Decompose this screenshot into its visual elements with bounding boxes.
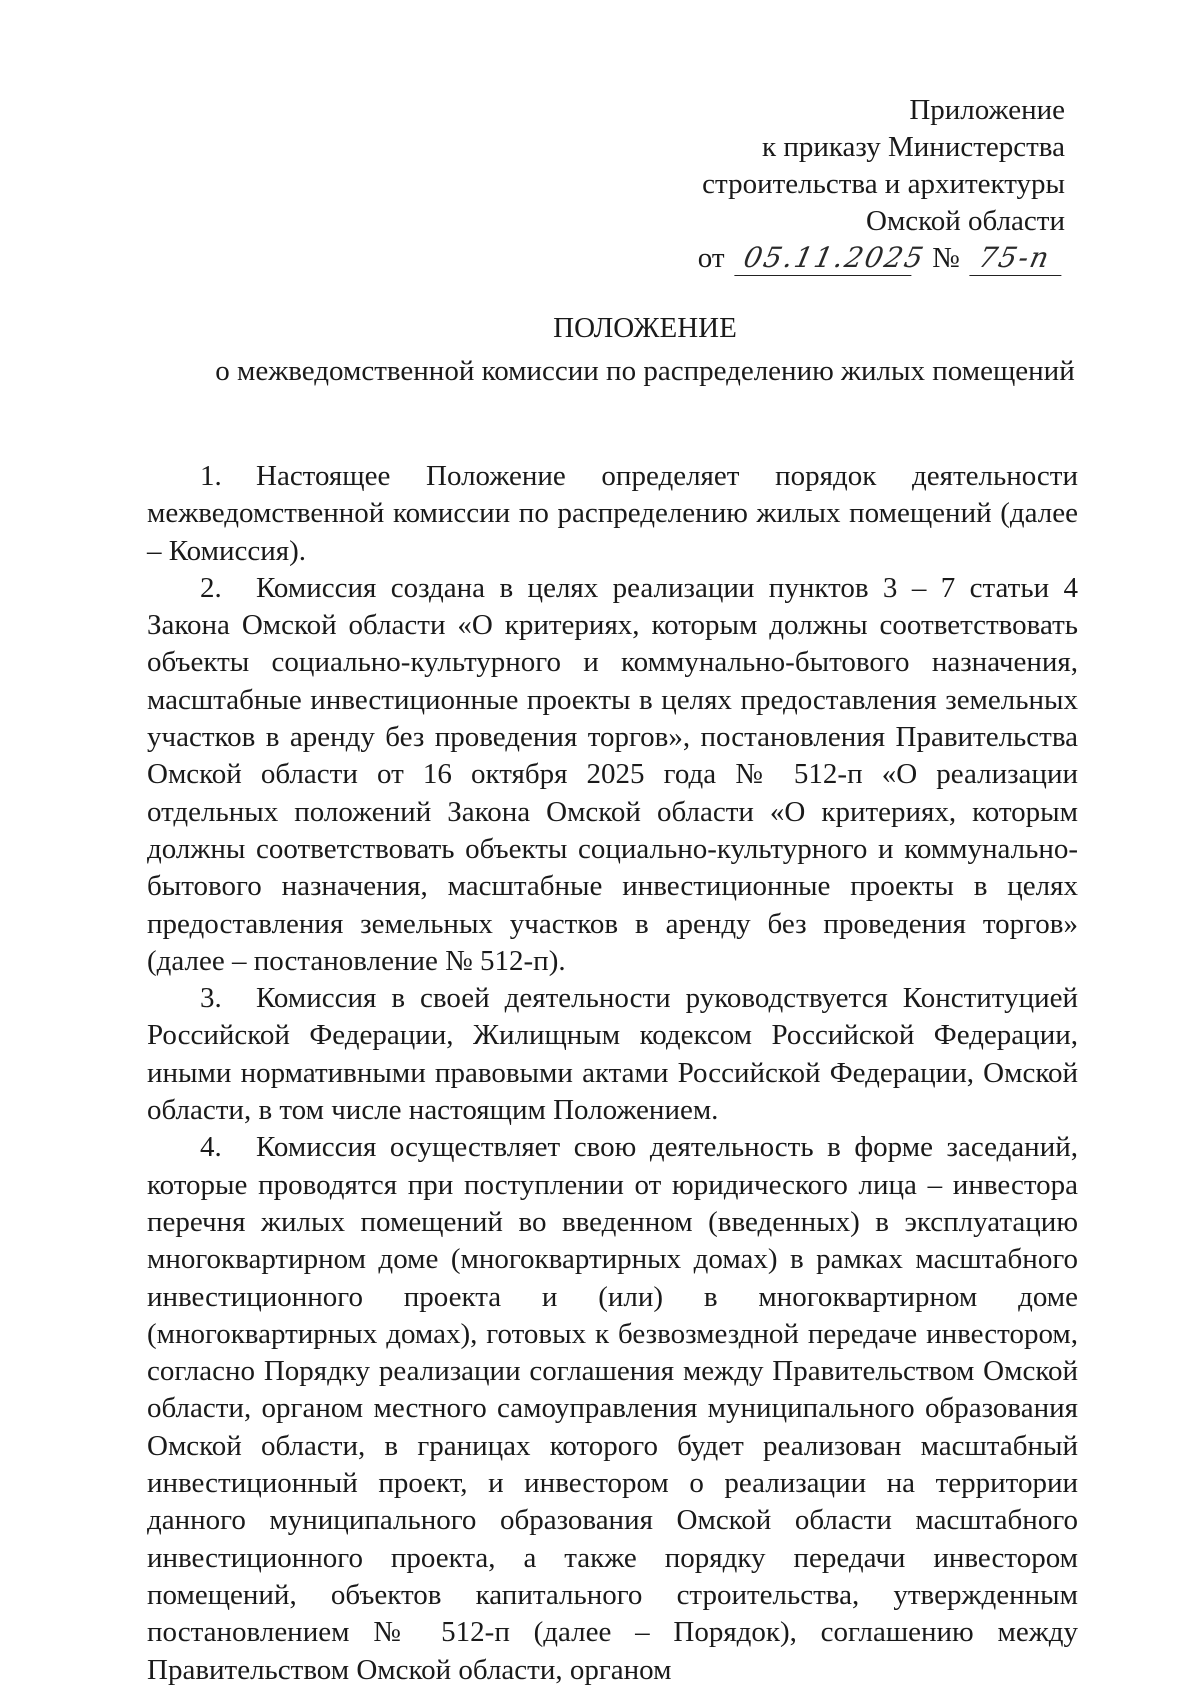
paragraph-text: Комиссия создана в целях реализации пунктов 3 – 7 статьи 4 Закона Омской области «О критериях, которым должны соответствовать объекты социально-культурного и коммунально-бытового назначения, масштабные инвестиционные проекты в целях предоставления земельных участков в аренду без проведения торгов», постановления Правительства Омской области от 16 октября 2025 года № 512-п «О реализации отдельных положений Закона Омской области «О критериях, которым должны соответствовать объекты социально-культурного и коммунально-бытового назначения, масштабные инвестиционные проекты в целях предоставления земельных участков в аренду без проведения торгов» (далее – постановление № 512-п). bbox=[147, 571, 1078, 977]
title-subtitle: о межведомственной комиссии по распределению жилых помещений bbox=[215, 355, 1075, 387]
paragraph-3 bbox=[147, 980, 1078, 1129]
number-label: № bbox=[932, 242, 960, 274]
paragraph-number: 3. bbox=[200, 982, 222, 1015]
paragraph-number: 2. bbox=[200, 571, 222, 604]
header-line-3: строительства и архитектуры bbox=[702, 168, 1065, 200]
from-label: от bbox=[697, 242, 725, 274]
paragraph-text: Комиссия в своей деятельности руководствуется Конституцией Российской Федерации, Жилищным кодексом Российской Федерации, иными нормативными правовыми актами Российской Федерации, Омской области, в том числе настоящим Положением. bbox=[147, 982, 1078, 1127]
handwritten-date: 05.11.2025 bbox=[734, 241, 918, 276]
paragraph-number: 4. bbox=[200, 1131, 222, 1164]
header-line-4: Омской области bbox=[866, 205, 1065, 237]
paragraph-2 bbox=[147, 570, 1078, 980]
paragraph-1 bbox=[147, 458, 1078, 570]
paragraph-4 bbox=[147, 1129, 1078, 1688]
header-line-1: Приложение bbox=[909, 94, 1065, 126]
document-title bbox=[0, 308, 1200, 391]
header-line-2: к приказу Министерства bbox=[762, 131, 1065, 163]
paragraph-text: Комиссия осуществляет свою деятельность в форме заседаний, которые проводятся при поступлении от юридического лица – инвестора перечня жилых помещений во введенном (введенных) в эксплуатацию многоквартирном доме (многоквартирных домах) в рамках масштабного инвестиционного проекта и (или) в многоквартирном доме (многоквартирных домах), готовых к безвозмездной передаче инвестором, согласно Порядку реализации соглашения между Правительством Омской области, органом местного самоуправления муниципального образования Омской области, в границах которого будет реализован масштабный инвестиционный проект, и инвестором о реализации на территории данного муниципального образования Омской области масштабного инвестиционного проекта, а также порядку передачи инвестором помещений, объектов капитального строительства, утвержденным постановлением № 512-п (далее – Порядок), соглашению между Правительством Омской области, органом bbox=[147, 1131, 1078, 1686]
order-date-number-line bbox=[698, 240, 1065, 277]
paragraph-number: 1. bbox=[200, 460, 222, 492]
title-main: ПОЛОЖЕНИЕ bbox=[553, 312, 737, 344]
paragraph-text: Настоящее Положение определяет порядок деятельности межведомственной комиссии по распределению жилых помещений (далее – Комиссия). bbox=[147, 460, 1078, 567]
handwritten-order-number: 75-п bbox=[969, 241, 1068, 276]
document-body bbox=[147, 458, 1078, 1689]
appendix-header bbox=[698, 92, 1065, 277]
